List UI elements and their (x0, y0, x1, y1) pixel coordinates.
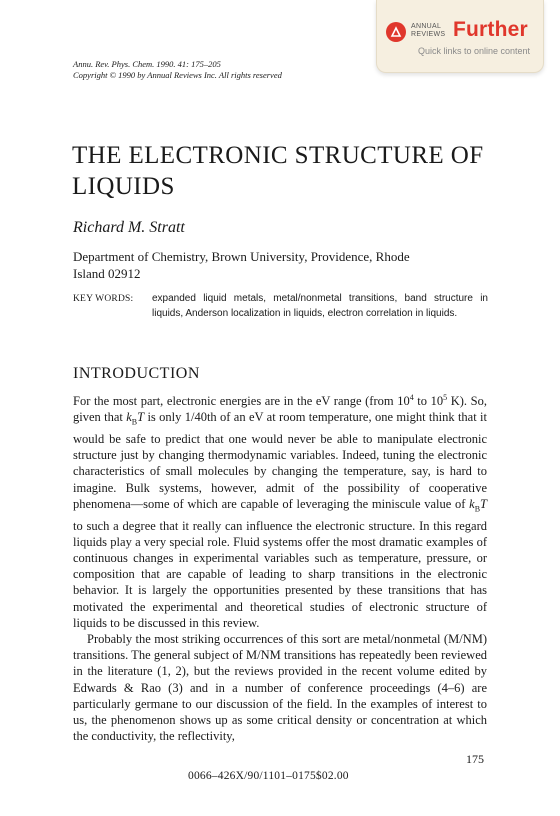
keywords-text: expanded liquid metals, metal/nonmetal transitions, band structure in liquids, Anderson localization in liquids, electron correlation in liquids. (152, 293, 488, 319)
annual-reviews-further-banner[interactable] (376, 0, 544, 73)
copyright-line: Copyright © 1990 by Annual Reviews Inc. All rights reserved (73, 70, 282, 80)
further-link[interactable]: Further (453, 18, 528, 41)
keywords-label: KEY WORDS: (73, 294, 134, 304)
publisher-name: ANNUAL REVIEWS (411, 23, 446, 38)
paragraph-1: For the most part, electronic energies are in the eV range (from $10^4$ to $10^5$ K). So, given that $k_BT$ is only 1/40th of an eV at room temperature, one might think that it would be safe to predict that one would never be able to manipulate electronic structure just by changing thermodynamic variables. Indeed, tuning the electronic characteristics of small molecules by changing the temperature, say, is hard to imagine. Bulk systems, however, admit of the possibility of cooperative phenomena—some of which are capable of leveraging the miniscule value of $k_BT$ to such a degree that it really can influence the electronic structure. In this regard liquids play a very special role. Fluid systems offer the most dramatic examples of continuous changes in experimental variables such as temperature, pressure, or composition that are capable of leading to sharp transitions in the electronic behavior. It is largely the opportunities presented by these transitions that has motivated the experimental and theoretical studies of electronic structure of liquids to be discussed in this review. (73, 393, 487, 630)
annual-reviews-logo-icon (386, 22, 406, 42)
section-heading-introduction: INTRODUCTION (73, 365, 200, 382)
journal-citation: Annu. Rev. Phys. Chem. 1990. 41: 175–205 (73, 59, 221, 69)
journal-citation-block (73, 59, 282, 81)
introduction-body (73, 390, 487, 744)
page-number: 175 (466, 752, 484, 766)
banner-subtitle: Quick links to online content (418, 46, 531, 56)
article-code: 0066–426X/90/1101–0175$02.00 (188, 770, 349, 782)
author-name: Richard M. Stratt (73, 219, 185, 236)
article-title: THE ELECTRONIC STRUCTURE OF LIQUIDS (72, 142, 484, 200)
author-affiliation: Department of Chemistry, Brown University, Providence, Rhode Island 02912 (73, 249, 410, 281)
paragraph-2: Probably the most striking occurrences of this sort are metal/nonmetal (M/NM) transitions. The general subject of M/NM transitions has repeatedly been reviewed in the literature (1, 2), but the reviews provided in the recent volume edited by Edwards & Rao (3) and in a number of conference proceedings (4–6) are particularly germane to our discussion of the field. In the examples of interest to us, the phenomenon shows up as some critical density or concentration at which the conductivity, the reflectivity, (73, 632, 487, 744)
